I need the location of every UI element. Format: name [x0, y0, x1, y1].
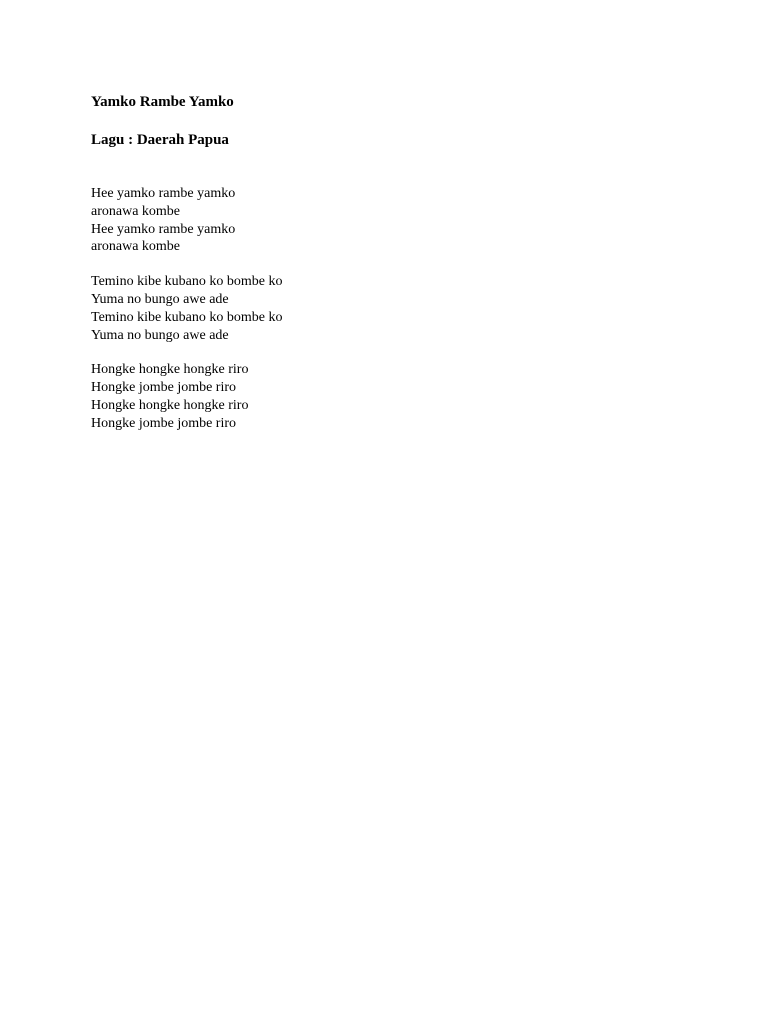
- lyric-line: Temino kibe kubano ko bombe ko: [91, 309, 283, 325]
- lyric-line: Hongke jombe jombe riro: [91, 415, 237, 431]
- lyric-line: Hongke hongke hongke riro: [91, 362, 249, 378]
- song-title: Yamko Rambe Yamko: [91, 94, 234, 110]
- lyric-line: Hongke hongke hongke riro: [91, 397, 249, 413]
- lyric-line: Hee yamko rambe yamko: [91, 221, 236, 237]
- stanza-3: [91, 361, 691, 432]
- stanza-1: [91, 185, 691, 256]
- lyric-line: aronawa kombe: [91, 203, 181, 219]
- document-content: [91, 93, 691, 433]
- lyric-line: aronawa kombe: [91, 239, 181, 255]
- lyric-line: Yuma no bungo awe ade: [91, 291, 229, 307]
- song-origin: Lagu : Daerah Papua: [91, 132, 229, 148]
- lyric-line: Hongke jombe jombe riro: [91, 380, 237, 396]
- lyric-line: Temino kibe kubano ko bombe ko: [91, 274, 283, 290]
- stanza-2: [91, 273, 691, 344]
- lyric-line: Yuma no bungo awe ade: [91, 327, 229, 343]
- lyric-line: Hee yamko rambe yamko: [91, 186, 236, 201]
